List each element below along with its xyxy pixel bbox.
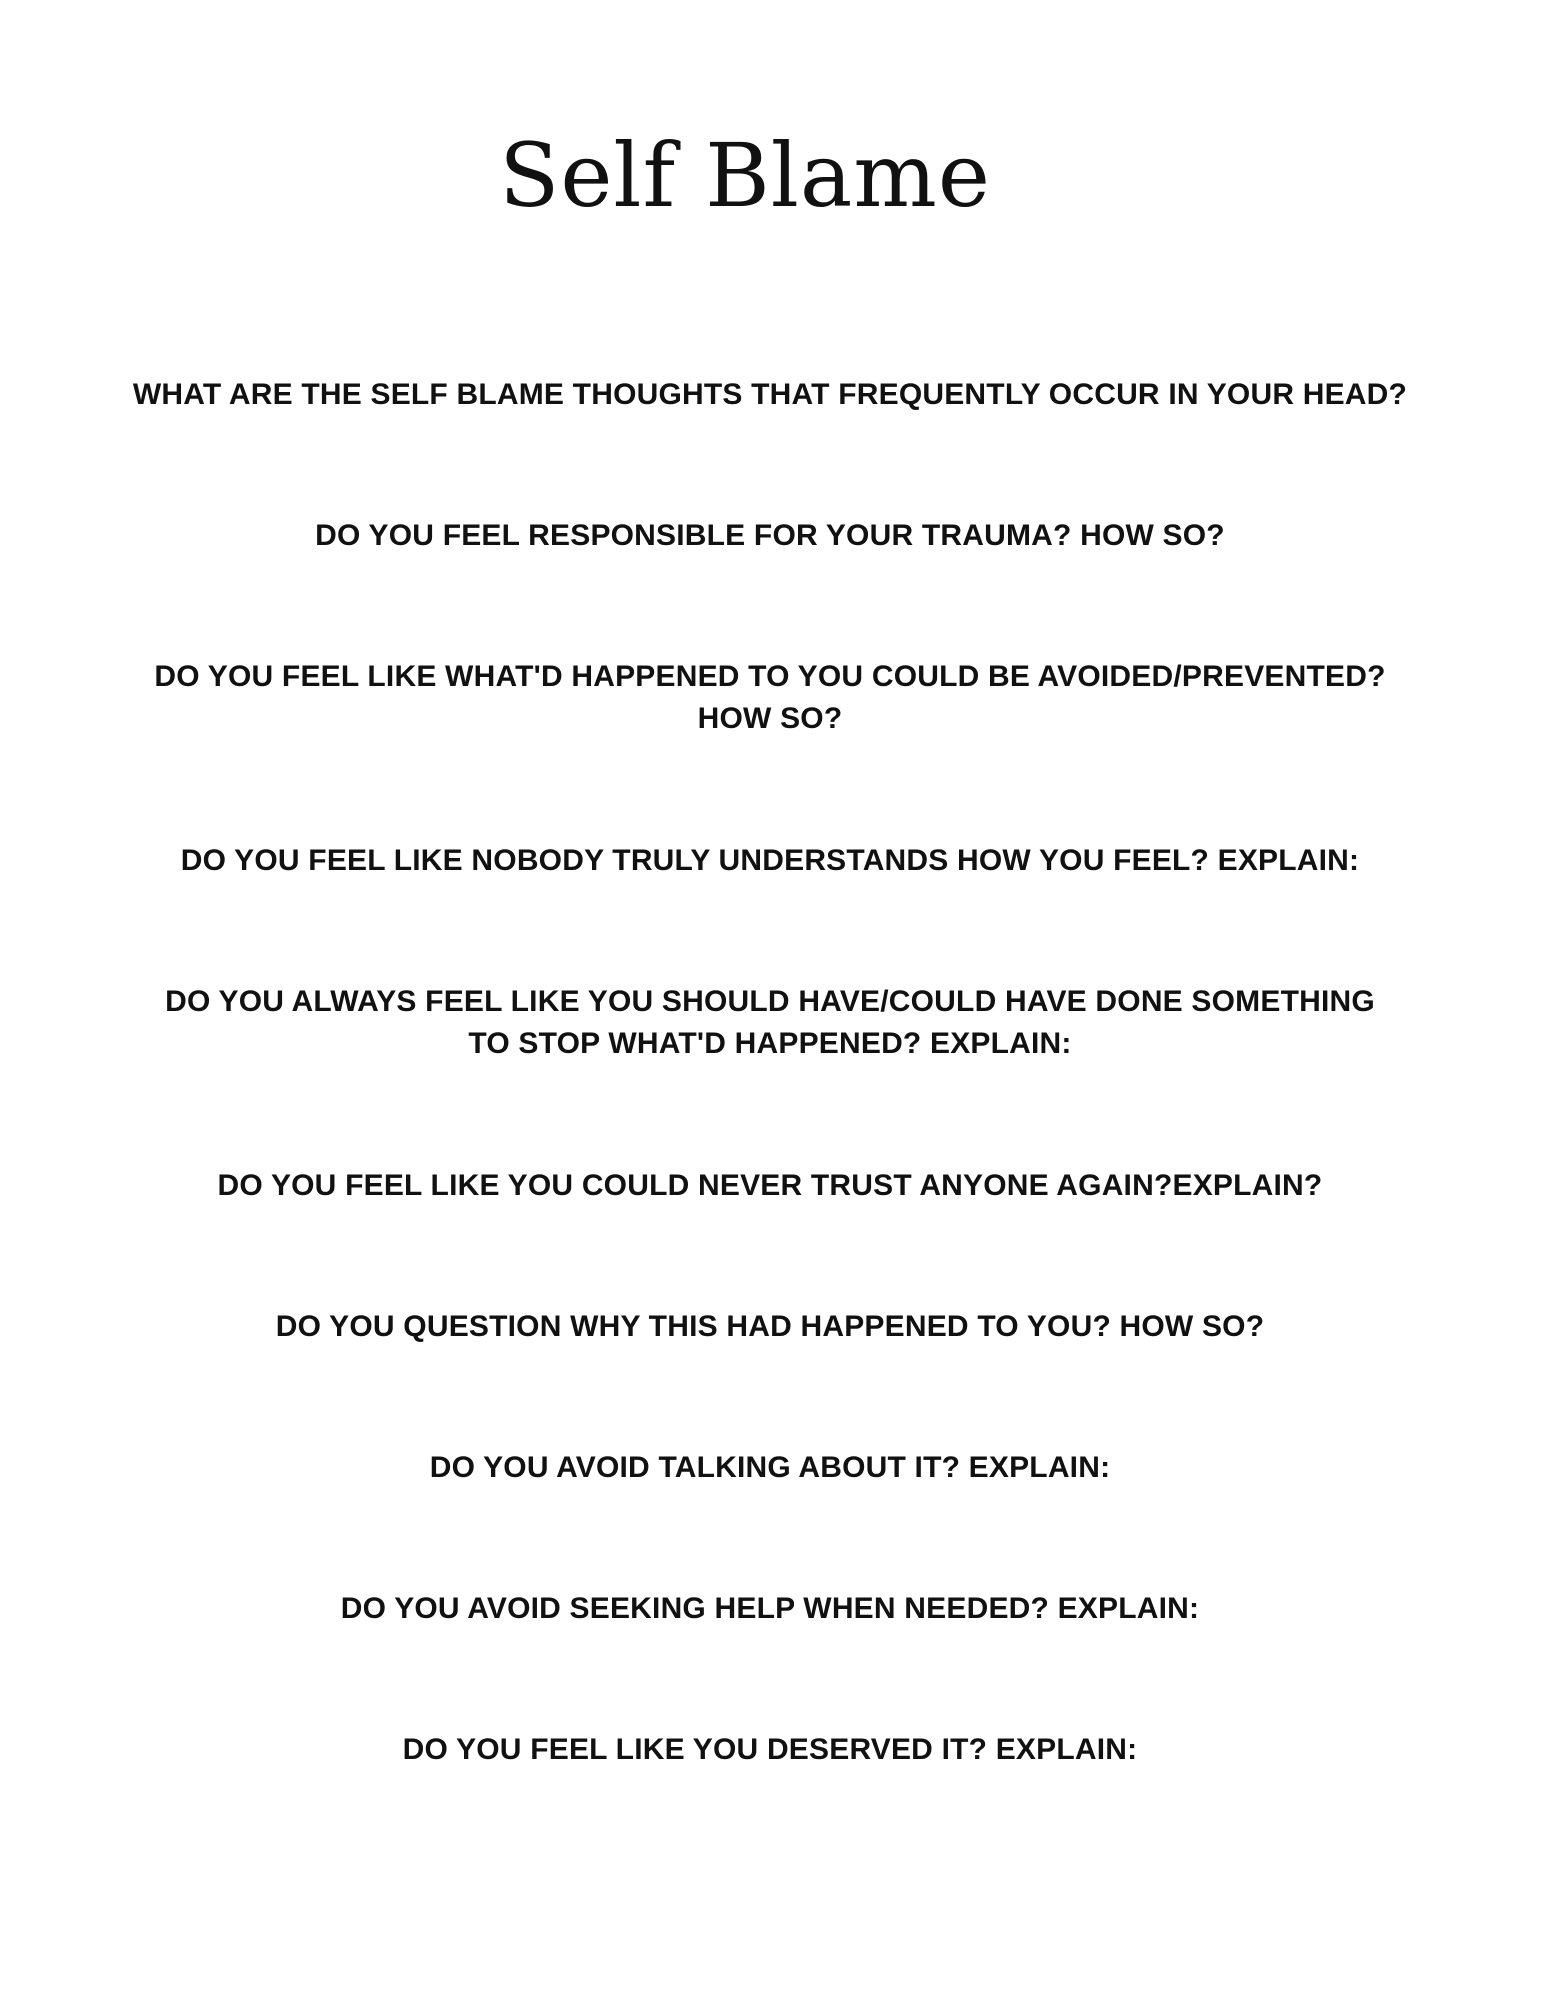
question-9-line-1: DO YOU AVOID SEEKING HELP WHEN NEEDED? EXPLAIN: bbox=[340, 1592, 1200, 1625]
question-4-line-1: DO YOU FEEL LIKE NOBODY TRULY UNDERSTANDS HOW YOU FEEL? EXPLAIN: bbox=[180, 844, 1360, 877]
question-5 bbox=[110, 981, 1430, 1065]
question-6 bbox=[110, 1165, 1430, 1207]
question-10-line-1: DO YOU FEEL LIKE YOU DESERVED IT? EXPLAIN: bbox=[402, 1733, 1138, 1766]
question-7-line-1: DO YOU QUESTION WHY THIS HAD HAPPENED TO YOU? HOW SO? bbox=[275, 1310, 1265, 1343]
page-title: Self Blame bbox=[499, 124, 991, 227]
question-3-line-1: DO YOU FEEL LIKE WHAT'D HAPPENED TO YOU COULD BE AVOIDED/PREVENTED? bbox=[154, 660, 1386, 693]
question-4 bbox=[110, 840, 1430, 882]
question-5-line-2: TO STOP WHAT'D HAPPENED? EXPLAIN: bbox=[468, 1027, 1072, 1060]
question-10 bbox=[110, 1729, 1430, 1771]
question-3-line-2: HOW SO? bbox=[697, 702, 843, 735]
question-3 bbox=[110, 656, 1430, 740]
question-6-line-1: DO YOU FEEL LIKE YOU COULD NEVER TRUST ANYONE AGAIN?EXPLAIN? bbox=[217, 1169, 1323, 1202]
question-9 bbox=[110, 1588, 1430, 1630]
question-5-line-1: DO YOU ALWAYS FEEL LIKE YOU SHOULD HAVE/COULD HAVE DONE SOMETHING bbox=[165, 985, 1375, 1018]
question-2 bbox=[110, 515, 1430, 557]
question-8-line-1: DO YOU AVOID TALKING ABOUT IT? EXPLAIN: bbox=[429, 1451, 1111, 1484]
question-1-line-1: WHAT ARE THE SELF BLAME THOUGHTS THAT FREQUENTLY OCCUR IN YOUR HEAD? bbox=[132, 378, 1408, 411]
question-7 bbox=[110, 1306, 1430, 1348]
question-2-line-1: DO YOU FEEL RESPONSIBLE FOR YOUR TRAUMA? HOW SO? bbox=[315, 519, 1225, 552]
question-1 bbox=[110, 374, 1430, 416]
question-8 bbox=[110, 1447, 1430, 1489]
